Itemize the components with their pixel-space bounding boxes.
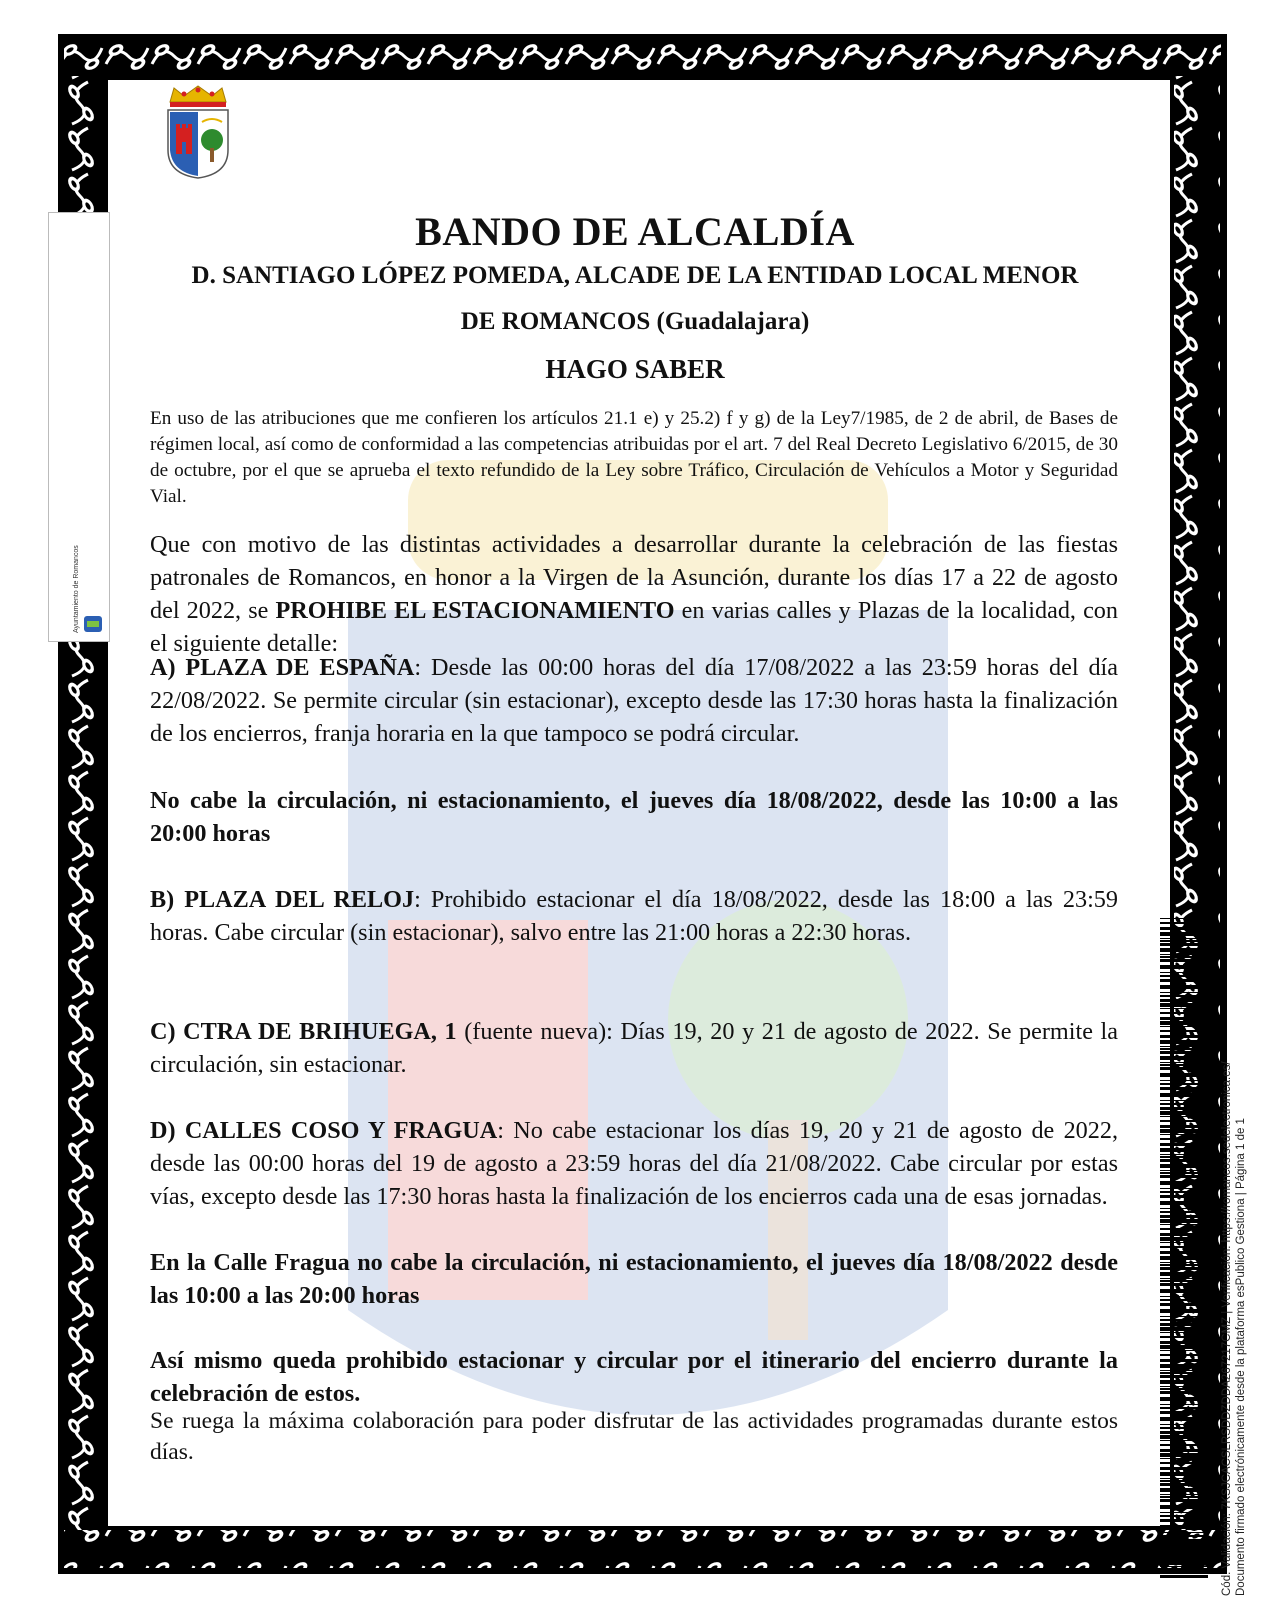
barcode-bar	[1160, 1046, 1208, 1047]
section-b-heading: B) PLAZA DEL RELOJ	[150, 886, 415, 913]
barcode-bar	[1160, 1080, 1208, 1081]
barcode-bar	[1160, 1040, 1208, 1044]
barcode-bar	[1160, 1242, 1208, 1243]
barcode-bar	[1160, 1499, 1208, 1502]
barcode-bar	[1160, 1083, 1208, 1085]
barcode-bar	[1160, 1251, 1208, 1254]
barcode-bar	[1160, 1375, 1208, 1378]
barcode-bar	[1160, 1233, 1208, 1236]
barcode-bar	[1160, 1424, 1208, 1425]
barcode-bar	[1160, 1512, 1208, 1513]
barcode-bar	[1160, 1388, 1208, 1390]
barcode-bar	[1160, 995, 1208, 997]
barcode-bar	[1160, 1280, 1208, 1282]
document-page	[108, 80, 1170, 1526]
barcode-bar	[1160, 1138, 1208, 1140]
barcode-bar	[1160, 972, 1208, 973]
barcode-bar	[1160, 1548, 1208, 1549]
barcode-bar	[1160, 1159, 1208, 1162]
barcode-bar	[1160, 1215, 1208, 1218]
stamp-logo-icon	[83, 615, 103, 633]
barcode-bar	[1160, 1087, 1208, 1090]
barcode-bar	[1160, 932, 1208, 936]
barcode-bar	[1160, 1539, 1208, 1542]
closing-request: Se ruega la máxima colaboración para poder disfrutar de las actividades programadas durante estos días.	[150, 1408, 1118, 1465]
barcode-bar	[1160, 1411, 1208, 1414]
barcode-bar	[1160, 1012, 1208, 1014]
barcode-bar	[1160, 1364, 1208, 1368]
barcode-bar	[1160, 1008, 1208, 1009]
barcode-bar	[1160, 1035, 1208, 1038]
issuer-line-1: D. SANTIAGO LÓPEZ POMEDA, ALCADE DE LA ENTIDAD LOCAL MENOR	[191, 262, 1079, 289]
barcode-bar	[1160, 1156, 1208, 1158]
barcode-bar	[1160, 1404, 1208, 1405]
barcode-bar	[1160, 1535, 1208, 1537]
barcode-bar	[1160, 1370, 1208, 1371]
barcode-bar	[1160, 1350, 1208, 1351]
barcode-bar	[1160, 1488, 1208, 1492]
barcode-bar	[1160, 1224, 1208, 1225]
barcode-bar	[1160, 1093, 1208, 1097]
barcode-bar	[1160, 1188, 1208, 1189]
verification-text	[1220, 1061, 1248, 1596]
barcode-bar	[1160, 1048, 1208, 1050]
barcode-bar	[1160, 1003, 1208, 1007]
section-c-text: (fuente nueva): Días 19, 20 y 21 de agosto de 2022. Se permite la circulación, sin estacionar.	[150, 1018, 1118, 1078]
barcode-bar	[1160, 1303, 1208, 1306]
section-a-note: No cabe la circulación, ni estacionamiento, el jueves día 18/08/2022, desde las 10:00 a las 20:00 horas	[150, 787, 1118, 847]
registry-stamp	[48, 212, 110, 642]
announcement-heading: HAGO SABER	[545, 354, 725, 384]
section-d-note: En la Calle Fragua no cabe la circulación, ni estacionamiento, el jueves día 18/08/2022 desde las 10:00 a las 20:00 horas	[150, 1249, 1118, 1309]
barcode-bar	[1160, 1341, 1208, 1344]
legal-basis-paragraph: En uso de las atribuciones que me confieren los artículos 21.1 e) y 25.2) f y g) de la Ley7/1985, de 2 de abril, de Bases de régimen local, así como de conformidad a las competencias atribuidas por el art. 7 del Real Decreto Legislativo 6/2015, de 30 de octubre, por el que se aprueba el texto refundido de la Ley sobre Tráfico, Circulación de Vehículos a Motor y Seguridad Vial.	[150, 408, 1118, 507]
barcode-bar	[1160, 1435, 1208, 1439]
barcode-bar	[1160, 1309, 1208, 1313]
barcode-bar	[1160, 1458, 1208, 1459]
barcode-bar	[1160, 1246, 1208, 1248]
verification-line-1: Cód. Validación: 7KSJCACSLRSDDZDDA267217CMZ | Verificación: https://romancos.sedelectronica.es/	[1221, 1061, 1233, 1596]
barcode-bar	[1160, 965, 1208, 969]
barcode-bar	[1160, 959, 1208, 962]
barcode-bar	[1160, 1107, 1208, 1110]
barcode-bar	[1160, 1552, 1208, 1554]
barcode-bar	[1160, 1323, 1208, 1326]
barcode-bar	[1160, 1181, 1208, 1185]
coat-of-arms-logo	[164, 84, 232, 180]
barcode-bar	[1160, 1345, 1208, 1349]
barcode-bar	[1160, 1299, 1208, 1301]
barcode-bar	[1160, 1100, 1208, 1101]
barcode-bar	[1160, 1444, 1208, 1446]
barcode-bar	[1160, 1332, 1208, 1333]
barcode-bar	[1160, 1289, 1208, 1293]
barcode-bar	[1160, 1103, 1208, 1105]
issuer-line-2: DE ROMANCOS (Guadalajara)	[460, 308, 810, 335]
barcode-bar	[1160, 1228, 1208, 1230]
section-b	[150, 883, 1118, 949]
barcode-bar	[1160, 1026, 1208, 1027]
barcode-bar	[1160, 1407, 1208, 1409]
barcode-bar	[1160, 1397, 1208, 1401]
barcode-bar	[1160, 1129, 1208, 1133]
barcode-bar	[1160, 1525, 1208, 1529]
barcode-bar	[1160, 1111, 1208, 1115]
barcode-bar	[1160, 1319, 1208, 1321]
barcode-bar	[1160, 1201, 1208, 1205]
barcode-bar	[1160, 1125, 1208, 1128]
barcode-bar	[1160, 1219, 1208, 1223]
barcode-bar	[1160, 1431, 1208, 1434]
barcode-bar	[1160, 1264, 1208, 1266]
barcode-bar	[1160, 1327, 1208, 1331]
barcode-bar	[1160, 1051, 1208, 1054]
section-b-text: : Prohibido estacionar el día 18/08/2022, desde las 18:00 a las 23:59 horas. Cabe circular (sin estacionar), salvo entre las 21:00 horas a 22:30 horas.	[150, 886, 1118, 946]
barcode-bar	[1160, 1462, 1208, 1464]
prohibition-paragraph	[150, 528, 1118, 660]
barcode-bar	[1160, 1134, 1208, 1135]
barcode-bar	[1160, 1170, 1208, 1171]
barcode-bar	[1160, 1570, 1208, 1572]
barcode-bar	[1160, 1191, 1208, 1193]
barcode-bar	[1160, 1359, 1208, 1362]
barcode-bar	[1160, 1532, 1208, 1533]
barcode-bar	[1160, 1067, 1208, 1070]
barcode-bar	[1160, 1515, 1208, 1517]
barcode-bar	[1160, 1496, 1208, 1498]
barcode-bar	[1160, 1278, 1208, 1279]
section-a	[150, 651, 1118, 750]
barcode-bar	[1160, 1064, 1208, 1066]
barcode-bar	[1160, 922, 1208, 924]
barcode-bar	[1160, 1316, 1208, 1317]
barcode-bar	[1160, 956, 1208, 958]
barcode-bar	[1160, 1472, 1208, 1476]
barcode-bar	[1160, 1154, 1208, 1155]
barcode-bar	[1160, 1172, 1208, 1174]
barcode-bar	[1160, 1505, 1208, 1509]
barcode-bar	[1160, 1256, 1208, 1260]
section-d	[150, 1114, 1118, 1213]
barcode-bar	[1160, 1143, 1208, 1146]
barcode-bar	[1160, 1478, 1208, 1479]
barcode-bar	[1160, 1175, 1208, 1178]
barcode-bar	[1160, 1453, 1208, 1457]
barcode-bar	[1160, 1017, 1208, 1020]
barcode-bar	[1160, 1211, 1208, 1213]
barcode-bar	[1160, 1483, 1208, 1486]
barcode-bar	[1160, 979, 1208, 982]
barcode-bar	[1160, 1380, 1208, 1384]
barcode-bar	[1160, 1354, 1208, 1356]
barcode-bar	[1160, 1480, 1208, 1482]
barcode-bar	[1160, 1391, 1208, 1394]
barcode-bar	[1160, 992, 1208, 993]
barcode-bar	[1160, 1519, 1208, 1522]
barcode-bar	[1160, 1427, 1208, 1429]
page-title: BANDO DE ALCALDÍA	[415, 209, 855, 254]
barcode-bar	[1160, 1372, 1208, 1374]
barcode-bar	[1160, 1164, 1208, 1168]
barcode-bar	[1160, 1296, 1208, 1297]
barcode-bar	[1160, 1561, 1208, 1565]
barcode-bar	[1160, 1283, 1208, 1286]
barcode-bar	[1160, 1208, 1208, 1209]
barcode-bar	[1160, 1417, 1208, 1421]
section-d-text: : No cabe estacionar los días 19, 20 y 21 de agosto de 2022, desde las 00:00 horas del 19 de agosto a 23:59 horas del día 21/08/2022. Cabe circular por estas vías, excepto desde las 17:30 horas hasta la finalización de los encierros cada una de esas jornadas.	[150, 1117, 1119, 1210]
barcode-bar	[1160, 1116, 1208, 1117]
section-a-text: : Desde las 00:00 horas del día 17/08/2022 a las 23:59 horas del día 22/08/2022. Se permite circular (sin estacionar), excepto desde las 17:30 horas hasta la finalización de los encierros, franja horaria en la que tampoco se podrá circular.	[150, 654, 1118, 747]
barcode-bar	[1160, 943, 1208, 946]
barcode-bar	[1160, 1467, 1208, 1470]
validation-barcode	[1160, 918, 1208, 1578]
barcode-bar	[1160, 1566, 1208, 1567]
barcode-bar	[1160, 1195, 1208, 1198]
section-c-heading: C) CTRA DE BRIHUEGA, 1	[150, 1018, 457, 1045]
barcode-bar	[1160, 999, 1208, 1002]
barcode-bar	[1160, 948, 1208, 952]
barcode-bar	[1160, 1073, 1208, 1077]
barcode-bar	[1160, 1030, 1208, 1032]
barcode-bar	[1160, 1262, 1208, 1263]
barcode-bar	[1160, 940, 1208, 942]
barcode-bar	[1160, 1062, 1208, 1063]
barcode-bar	[1160, 1267, 1208, 1270]
barcode-bar	[1160, 1449, 1208, 1452]
section-d-heading: D) CALLES COSO Y FRAGUA	[150, 1117, 498, 1144]
barcode-bar	[1160, 1386, 1208, 1387]
barcode-bar	[1160, 1148, 1208, 1152]
barcode-bar	[1160, 938, 1208, 939]
barcode-bar	[1160, 1336, 1208, 1338]
barcode-bar	[1160, 1557, 1208, 1560]
barcode-bar	[1160, 1272, 1208, 1276]
barcode-bar	[1160, 927, 1208, 930]
barcode-bar	[1160, 954, 1208, 955]
barcode-bar	[1160, 1494, 1208, 1495]
verification-line-2: Documento firmado electrónicamente desde la plataforma esPublico Gestiona | Página 1 de 1	[1235, 1118, 1247, 1596]
barcode-bar	[1160, 1056, 1208, 1060]
closing-prohibition: Así mismo queda prohibido estacionar y circular por el itinerario del encierro durante la celebración de estos.	[150, 1347, 1118, 1407]
barcode-bar	[1160, 1440, 1208, 1441]
barcode-bar	[1160, 1237, 1208, 1241]
section-c	[150, 1015, 1118, 1081]
barcode-bar	[1160, 918, 1208, 919]
prohibition-text-end: en varias calles y Plazas de la localidad, con el siguiente detalle:	[150, 597, 1118, 657]
barcode-bar	[1160, 1543, 1208, 1547]
barcode-bar	[1160, 1021, 1208, 1025]
barcode-bar	[1160, 975, 1208, 977]
barcode-bar	[1160, 1575, 1208, 1578]
stamp-text: Ayuntamiento de Romancos	[73, 545, 80, 633]
barcode-bar	[1160, 985, 1208, 989]
prohibition-emphasis: PROHIBE EL ESTACIONAMIENTO	[275, 597, 675, 624]
prohibition-text-start: Que con motivo de las distintas actividades a desarrollar durante la celebración de las fiestas patronales de Romancos, en honor a la Virgen de la Asunción, durante los días 17 a 22 de agosto del 2022, se	[150, 531, 1118, 624]
section-a-heading: A) PLAZA DE ESPAÑA	[150, 654, 415, 681]
barcode-bar	[1160, 1120, 1208, 1122]
